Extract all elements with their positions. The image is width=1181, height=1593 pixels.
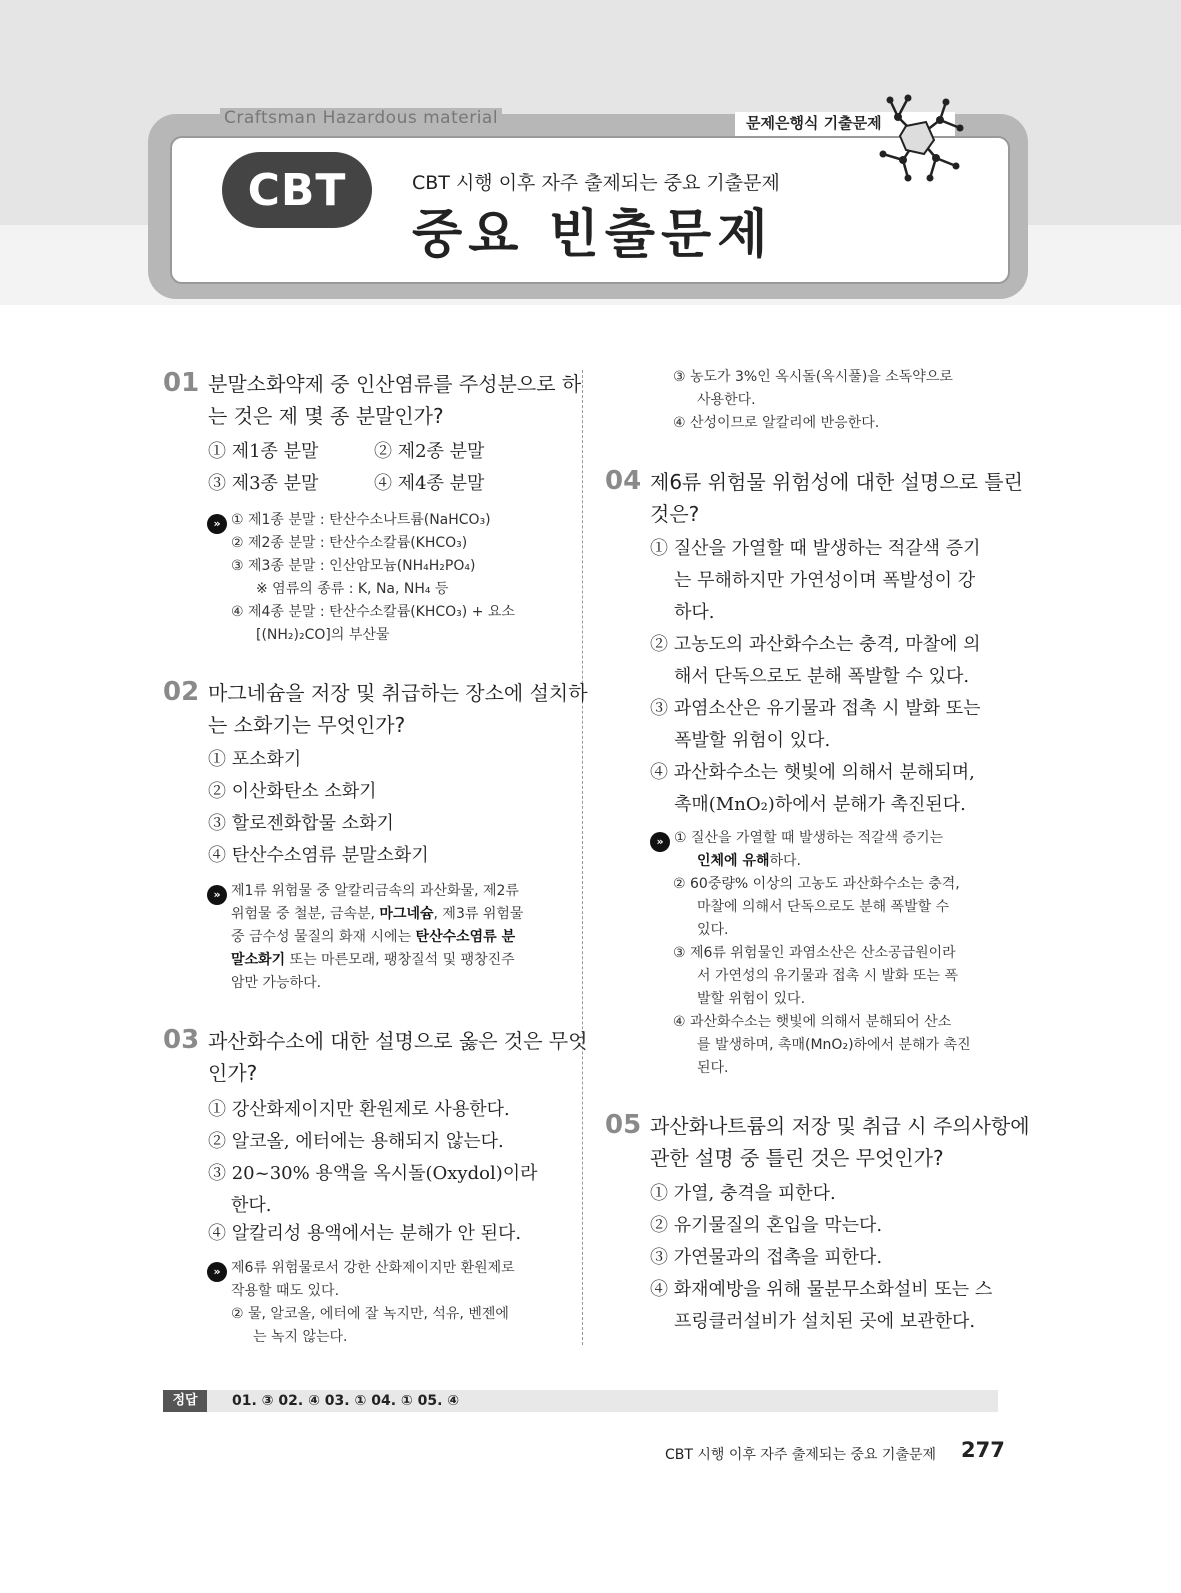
option[interactable]: ② 유기물질의 혼입을 막는다.: [650, 1215, 883, 1236]
explanation-line: » 제1류 위험물 중 알칼리금속의 과산화물, 제2류: [207, 880, 519, 905]
option-continued: 해서 단독으로도 분해 폭발할 수 있다.: [674, 666, 970, 687]
explanation-line: 위험물 중 철분, 금속분, 마그네슘, 제3류 위험물: [231, 906, 524, 922]
explanation-line: 암만 가능하다.: [231, 975, 322, 991]
cbt-badge: CBT: [222, 152, 372, 228]
footer-text: CBT 시행 이후 자주 출제되는 중요 기출문제: [665, 1447, 937, 1463]
explanation-line: » ① 질산을 가열할 때 발생하는 적갈색 증기는: [650, 827, 943, 852]
option[interactable]: ③ 20~30% 용액을 옥시돌(Oxydol)이라: [208, 1163, 538, 1184]
option[interactable]: ④ 과산화수소는 햇빛에 의해서 분해되며,: [650, 762, 975, 783]
option-continued: 한다.: [231, 1195, 272, 1216]
explanation-line: 사용한다.: [697, 392, 756, 408]
explanation-line: 된다.: [697, 1060, 729, 1076]
question-number: 05: [605, 1110, 642, 1140]
explanation-line: » ① 제1종 분말 : 탄산수소나트륨(NaHCO₃): [207, 509, 491, 534]
question-text: 분말소화약제 중 인산염류를 주성분으로 하: [208, 372, 582, 396]
question-text: 마그네슘을 저장 및 취급하는 장소에 설치하: [208, 681, 588, 705]
option[interactable]: ① 강산화제이지만 환원제로 사용한다.: [208, 1099, 510, 1120]
option-continued: 는 무해하지만 가연성이며 폭발성이 강: [674, 570, 976, 591]
question-text: 것은?: [650, 502, 700, 526]
explanation-line: 있다.: [697, 922, 729, 938]
question-text: 제6류 위험물 위험성에 대한 설명으로 틀린: [650, 470, 1023, 494]
option[interactable]: ② 이산화탄소 소화기: [208, 781, 377, 802]
option-continued: 프링클러설비가 설치된 곳에 보관한다.: [674, 1311, 976, 1332]
question-text: 는 소화기는 무엇인가?: [208, 713, 406, 737]
question-text: 는 것은 제 몇 종 분말인가?: [208, 404, 444, 428]
explanation-line: ② 60중량% 이상의 고농도 과산화수소는 충격,: [673, 876, 960, 892]
explanation-line: ④ 제4종 분말 : 탄산수소칼륨(KHCO₃) + 요소: [231, 604, 515, 620]
page-number: 277: [961, 1438, 1005, 1462]
option[interactable]: ③ 가연물과의 접촉을 피한다.: [650, 1247, 883, 1268]
option[interactable]: ④ 탄산수소염류 분말소화기: [208, 845, 429, 866]
option[interactable]: ④ 화재예방을 위해 물분무소화설비 또는 스: [650, 1279, 993, 1300]
option[interactable]: ① 포소화기: [208, 749, 302, 770]
explanation-arrow-icon: »: [207, 514, 227, 534]
option[interactable]: ③ 과염소산은 유기물과 접촉 시 발화 또는: [650, 698, 981, 719]
explanation-line: 를 발생하며, 촉매(MnO₂)하에서 분해가 촉진: [697, 1037, 971, 1053]
page-title: 중요 빈출문제: [412, 205, 774, 265]
option[interactable]: ① 질산을 가열할 때 발생하는 적갈색 증기: [650, 538, 981, 559]
explanation-arrow-icon: »: [207, 1262, 227, 1282]
explanation-line: ② 물, 알코올, 에터에 잘 녹지만, 석유, 벤젠에: [231, 1306, 509, 1322]
option[interactable]: ③ 할로젠화합물 소화기: [208, 813, 394, 834]
answer-label: 정답: [163, 1390, 207, 1412]
option[interactable]: ① 가열, 충격을 피한다.: [650, 1183, 836, 1204]
option[interactable]: ④ 제4종 분말: [374, 473, 485, 494]
page-subtitle: CBT 시행 이후 자주 출제되는 중요 기출문제: [412, 172, 780, 194]
option[interactable]: ④ 알칼리성 용액에서는 분해가 안 된다.: [208, 1223, 522, 1244]
explanation-line: 발할 위험이 있다.: [697, 991, 806, 1007]
explanation-line: 작용할 때도 있다.: [231, 1283, 340, 1299]
question-text: 인가?: [208, 1061, 258, 1085]
question-number: 04: [605, 466, 642, 496]
explanation-line: ③ 제6류 위험물인 과염소산은 산소공급원이라: [673, 945, 956, 961]
section-label: 문제은행식 기출문제: [740, 112, 888, 133]
column-divider: [582, 370, 583, 1345]
option-continued: 하다.: [674, 602, 715, 623]
option-continued: 촉매(MnO₂)하에서 분해가 촉진된다.: [674, 794, 966, 815]
explanation-line: ③ 농도가 3%인 옥시돌(옥시풀)을 소독약으로: [673, 369, 953, 385]
explanation-line: 중 금수성 물질의 화재 시에는 탄산수소염류 분: [231, 929, 516, 945]
option[interactable]: ③ 제3종 분말: [208, 473, 319, 494]
explanation-line: [(NH₂)₂CO]의 부산물: [256, 627, 390, 643]
question-number: 01: [163, 368, 200, 398]
brand-text: Craftsman Hazardous material: [220, 108, 502, 128]
explanation-line: ② 제2종 분말 : 탄산수소칼륨(KHCO₃): [231, 535, 468, 551]
answer-key: 01. ③ 02. ④ 03. ① 04. ① 05. ④: [232, 1393, 460, 1409]
question-text: 과산화나트륨의 저장 및 취급 시 주의사항에: [650, 1114, 1030, 1138]
question-text: 관한 설명 중 틀린 것은 무엇인가?: [650, 1146, 944, 1170]
explanation-line: 는 녹지 않는다.: [253, 1329, 348, 1345]
option[interactable]: ② 고농도의 과산화수소는 충격, 마찰에 의: [650, 634, 981, 655]
explanation-line: ④ 과산화수소는 햇빛에 의해서 분해되어 산소: [673, 1014, 952, 1030]
option[interactable]: ① 제1종 분말: [208, 441, 319, 462]
explanation-line: 말소화기 또는 마른모래, 팽창질석 및 팽창진주: [231, 952, 515, 968]
question-number: 02: [163, 677, 200, 707]
question-text: 과산화수소에 대한 설명으로 옳은 것은 무엇: [208, 1029, 588, 1053]
explanation-line: 서 가연성의 유기물과 접촉 시 발화 또는 폭: [697, 968, 959, 984]
explanation-line: 마찰에 의해서 단독으로도 분해 폭발할 수: [697, 899, 950, 915]
molecule-icon: [868, 92, 968, 182]
explanation-line: ④ 산성이므로 알칼리에 반응한다.: [673, 415, 880, 431]
explanation-arrow-icon: »: [207, 885, 227, 905]
option[interactable]: ② 알코올, 에터에는 용해되지 않는다.: [208, 1131, 504, 1152]
explanation-line: 인체에 유해하다.: [697, 853, 801, 869]
explanation-line: » 제6류 위험물로서 강한 산화제이지만 환원제로: [207, 1257, 515, 1282]
question-number: 03: [163, 1025, 200, 1055]
explanation-line: ※ 염류의 종류 : K, Na, NH₄ 등: [256, 581, 449, 597]
explanation-line: ③ 제3종 분말 : 인산암모늄(NH₄H₂PO₄): [231, 558, 476, 574]
option-continued: 폭발할 위험이 있다.: [674, 730, 831, 751]
explanation-arrow-icon: »: [650, 832, 670, 852]
option[interactable]: ② 제2종 분말: [374, 441, 485, 462]
